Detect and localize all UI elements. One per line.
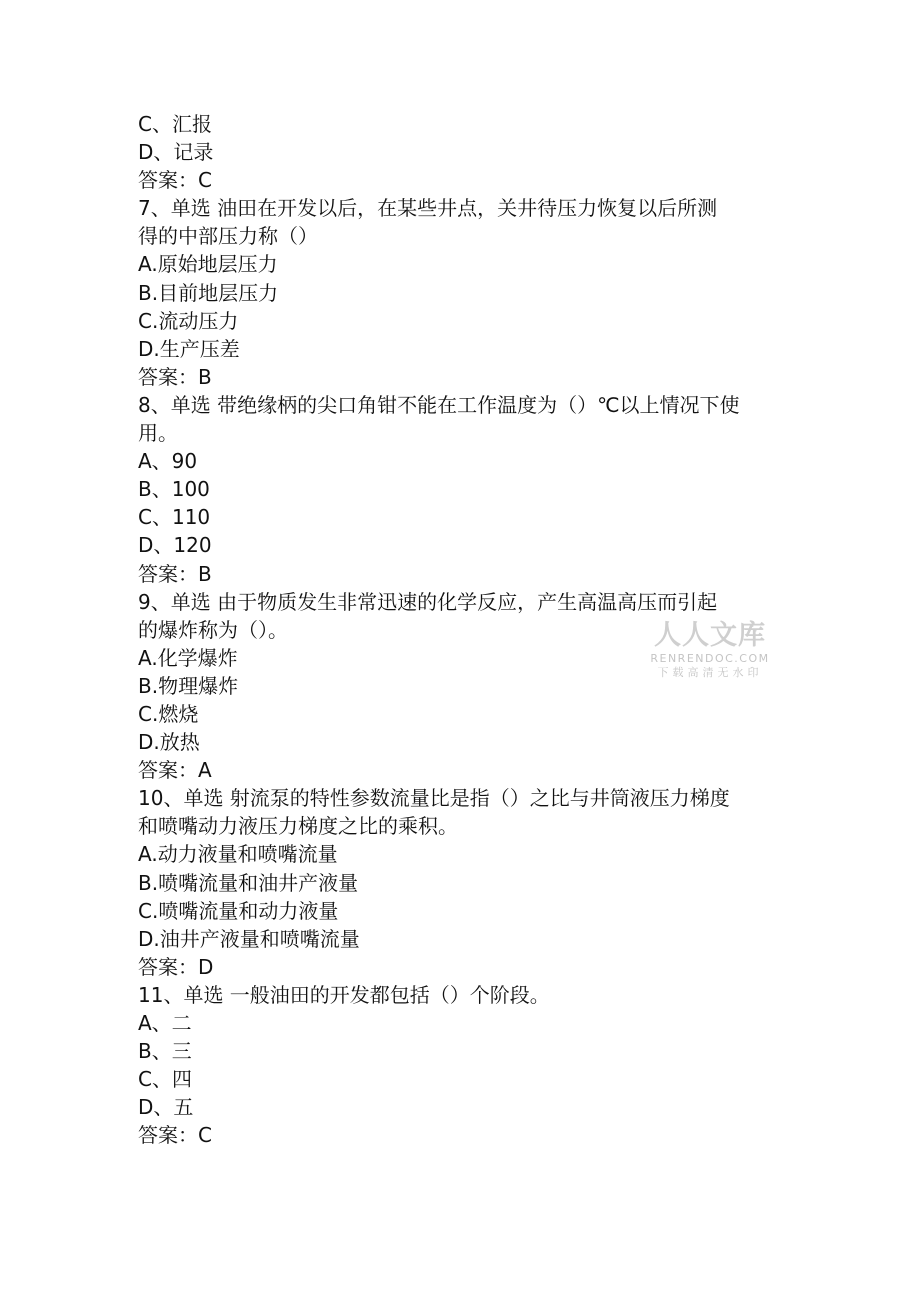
question-line: 和喷嘴动力液压力梯度之比的乘积。: [138, 814, 458, 839]
answer-line: 答案：C: [138, 168, 212, 193]
watermark-tagline: 下载高清无水印: [657, 666, 763, 679]
option-line: C.喷嘴流量和动力液量: [138, 898, 339, 923]
option-line: A.化学爆炸: [138, 645, 238, 670]
option-line: D.油井产液量和喷嘴流量: [138, 926, 360, 951]
option-line: C、四: [138, 1067, 192, 1092]
watermark-url: RENRENDOC.COM: [650, 652, 770, 665]
option-line: C.燃烧: [138, 701, 199, 726]
option-line: A、90: [138, 449, 198, 474]
text-line: D、记录: [138, 140, 214, 165]
option-line: D.放热: [138, 730, 200, 755]
option-line: B.目前地层压力: [138, 280, 279, 305]
answer-line: 答案：B: [138, 561, 212, 586]
question-line: 9、单选 由于物质发生非常迅速的化学反应，产生高温高压而引起: [138, 589, 718, 614]
question-line: 10、单选 射流泵的特性参数流量比是指（）之比与井筒液压力梯度: [138, 786, 730, 811]
option-line: A.原始地层压力: [138, 252, 278, 277]
question-line: 的爆炸称为（）。: [138, 617, 288, 642]
watermark-title: 人人文库: [654, 620, 766, 651]
answer-line: 答案：D: [138, 954, 214, 979]
option-line: C、110: [138, 505, 211, 530]
answer-line: 答案：C: [138, 1123, 212, 1148]
option-line: D、五: [138, 1095, 194, 1120]
question-line: 11、单选 一般油田的开发都包括（）个阶段。: [138, 982, 550, 1007]
option-line: C.流动压力: [138, 308, 239, 333]
option-line: B.物理爆炸: [138, 673, 239, 698]
option-line: B.喷嘴流量和油井产液量: [138, 870, 359, 895]
question-line: 用。: [138, 421, 178, 446]
watermark-logo: [648, 620, 772, 680]
answer-line: 答案：B: [138, 364, 212, 389]
question-line: 7、单选 油田在开发以后，在某些井点，关井待压力恢复以后所测: [138, 196, 718, 221]
answer-line: 答案：A: [138, 758, 212, 783]
question-line: 8、单选 带绝缘柄的尖口角钳不能在工作温度为（）℃以上情况下使: [138, 392, 740, 417]
option-line: A.动力液量和喷嘴流量: [138, 842, 338, 867]
option-line: B、三: [138, 1039, 192, 1064]
option-line: A、二: [138, 1011, 192, 1035]
text-line: C、汇报: [138, 112, 212, 136]
option-line: D.生产压差: [138, 336, 240, 361]
option-line: B、100: [138, 477, 210, 502]
option-line: D、120: [138, 533, 212, 558]
question-line: 得的中部压力称（）: [138, 224, 318, 249]
